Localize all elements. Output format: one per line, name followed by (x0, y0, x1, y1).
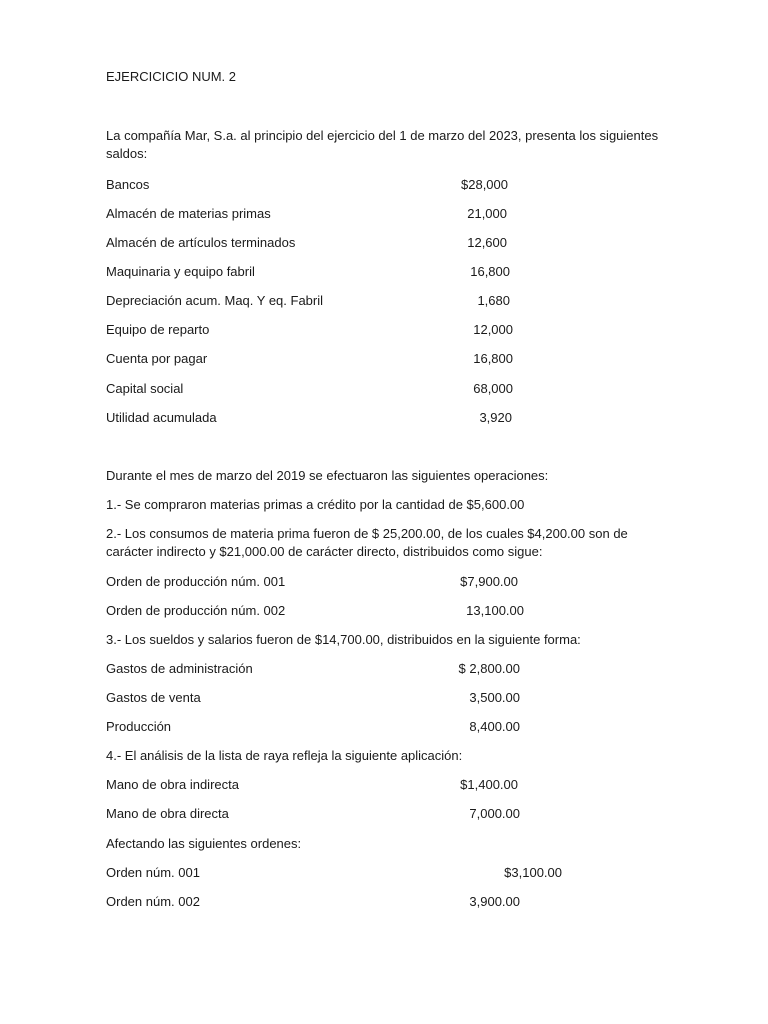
op4-order-amount: 3,900.00 (469, 894, 520, 909)
balance-label: Bancos (106, 177, 150, 192)
op2-item-amount: $7,900.00 (460, 574, 518, 589)
op3-item-label: Gastos de venta (106, 690, 201, 705)
op3-item-amount: $ 2,800.00 (458, 661, 520, 676)
op4-item-amount: 7,000.00 (469, 806, 520, 821)
balance-label: Utilidad acumulada (106, 410, 217, 425)
operation-1: 1.- Se compraron materias primas a crédito por la cantidad de $5,600.00 (106, 497, 525, 512)
op4-subheading: Afectando las siguientes ordenes: (106, 836, 302, 851)
balance-amount: 1,680 (477, 293, 510, 308)
balance-amount: 12,000 (473, 322, 513, 337)
op4-order-label: Orden núm. 001 (106, 865, 200, 880)
operations-intro: Durante el mes de marzo del 2019 se efectuaron las siguientes operaciones: (106, 468, 549, 483)
balance-label: Equipo de reparto (106, 322, 210, 337)
balance-amount: $28,000 (461, 177, 508, 192)
op4-order-amount: $3,100.00 (504, 865, 562, 880)
op4-item-label: Mano de obra indirecta (106, 777, 239, 792)
balance-amount: 16,800 (473, 351, 513, 366)
balance-amount: 3,920 (479, 410, 512, 425)
op4-item-label: Mano de obra directa (106, 806, 229, 821)
op2-item-label: Orden de producción núm. 002 (106, 603, 286, 618)
operation-2: 2.- Los consumos de materia prima fueron de $ 25,200.00, de los cuales $4,200.00 son de carácter indirecto y $21,000.00 de carácter directo, distribuidos como sigue: (106, 526, 628, 559)
op4-order-label: Orden núm. 002 (106, 894, 200, 909)
op3-item-amount: 3,500.00 (469, 690, 520, 705)
balance-amount: 16,800 (470, 264, 510, 279)
intro-paragraph: La compañía Mar, S.a. al principio del ejercicio del 1 de marzo del 2023, presenta los siguientes saldos: (106, 128, 659, 161)
balance-label: Maquinaria y equipo fabril (106, 264, 255, 279)
op3-item-amount: 8,400.00 (469, 719, 520, 734)
op4-item-amount: $1,400.00 (460, 777, 518, 792)
balance-label: Depreciación acum. Maq. Y eq. Fabril (106, 293, 324, 308)
balance-label: Capital social (106, 381, 184, 396)
balance-amount: 21,000 (467, 206, 507, 221)
op2-item-amount: 13,100.00 (466, 603, 524, 618)
operation-3: 3.- Los sueldos y salarios fueron de $14,700.00, distribuidos en la siguiente forma: (106, 632, 581, 647)
balance-amount: 68,000 (473, 381, 513, 396)
op3-item-label: Producción (106, 719, 172, 734)
op3-item-label: Gastos de administración (106, 661, 253, 676)
balance-label: Cuenta por pagar (106, 351, 208, 366)
balance-amount: 12,600 (467, 235, 507, 250)
balance-label: Almacén de artículos terminados (106, 235, 296, 250)
op2-item-label: Orden de producción núm. 001 (106, 574, 286, 589)
balance-label: Almacén de materias primas (106, 206, 271, 221)
operation-4: 4.- El análisis de la lista de raya refleja la siguiente aplicación: (106, 748, 463, 763)
document-title: EJERCICICIO NUM. 2 (106, 69, 237, 84)
